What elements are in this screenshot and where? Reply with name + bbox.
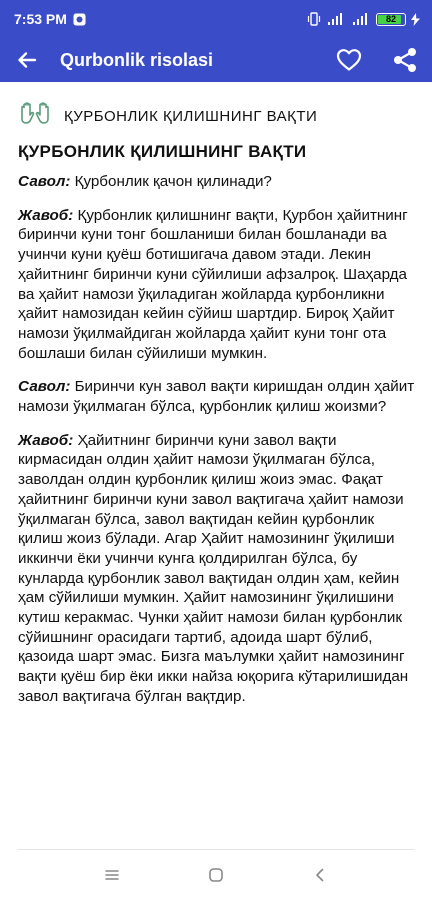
question-label: Савол:: [18, 173, 71, 190]
status-time: 7:53 PM: [14, 11, 67, 27]
app-bar: [0, 38, 432, 82]
question-label: Савол:: [18, 378, 71, 396]
answer-label: Жавоб:: [18, 206, 74, 224]
back-button[interactable]: [12, 45, 42, 75]
heart-icon: [336, 48, 362, 72]
vibrate-icon: [307, 12, 321, 26]
back-arrow-icon: [16, 49, 38, 71]
home-square-icon: [208, 867, 224, 883]
question-text: Биринчи кун завол вақти киришдан олдин ҳайит намози ўқилмаган бўлса, қурбонлик қилиш жоизми?: [18, 378, 415, 416]
question-text: Қурбонлик қачон қилинади?: [70, 173, 272, 190]
share-icon: [392, 47, 418, 73]
answer-text: Ҳайитнинг биринчи куни завол вақти кирмасидан олдин ҳайит намози ўқилмаган бўлса, заволдан олдин қурбонлик қилиш жоиз эмас. Фақат ҳайитнинг биринчи куни завол вақтигача ҳайит намози ўқилмаган бўлса, завол вақтидан кейин қурбонлик қилиш жоиз бўлади. Агар Ҳайит намозининг ўқилиши иккинчи ёки учинчи кунга қолдирилган бўлса, бу кунларда қурбонлик завол вақтидан олдин ҳам, кейин ҳам сўйилиши мумкин. Ҳайит намозининг ўқилишини кутиш керакмас. Чунки ҳайит намози билан қурбонлик сўйишнинг орасидаги тартиб, адоида шарт бўлиб, қазоида шарт эмас. Бизга маълумки ҳайит намозининг вақти қуёш бир ёки икки найза юқорига кўтарилишидан завол вақтигача бўлган вақтдир.: [18, 431, 409, 705]
signal-icon-1: [326, 12, 346, 26]
app-title: Qurbonlik risolasi: [60, 49, 214, 70]
signal-icon-2: [351, 12, 371, 26]
article-title: ҚУРБОНЛИК ҚИЛИШНИНГ ВАҚТИ: [18, 142, 307, 161]
answer-text: Қурбонлик қилишнинг вақти, Қурбон ҳайитнинг биринчи куни тонг бошланиши билан бошланади ва учинчи куни қуёш ботишигача давом этади. Лекин ҳайитнинг биринчи куни сўйилиши афзалроқ. Шаҳарда ва ҳайит намози ўқиладиган жойларда қурбонликни ҳайит намозидан кейин сўйиш шартдир. Бироқ Ҳайит намози ўқилмайдиган жойларда ҳайит куни тонг ота бошлаши билан сўйилиши мумкин.: [18, 206, 408, 362]
recents-button[interactable]: [97, 860, 127, 890]
answer-paragraph: [18, 206, 416, 364]
charging-icon: [411, 13, 420, 26]
system-nav-bar: [0, 850, 432, 900]
battery-icon: [376, 13, 406, 26]
share-button[interactable]: [390, 45, 420, 75]
praying-hands-icon: [18, 99, 52, 133]
answer-label: Жавоб:: [18, 431, 74, 449]
menu-icon: [104, 868, 120, 882]
section-header: [18, 96, 416, 136]
answer-paragraph: [18, 431, 416, 707]
battery-level: 82: [385, 14, 396, 24]
section-title: ҚУРБОНЛИК ҚИЛИШНИНГ ВАҚТИ: [64, 107, 318, 125]
back-nav-button[interactable]: [305, 860, 335, 890]
question-paragraph: [18, 377, 416, 416]
notification-icon: [73, 13, 86, 26]
question-paragraph: [18, 172, 416, 192]
chevron-left-icon: [314, 867, 326, 883]
status-bar: [0, 0, 432, 38]
favorite-button[interactable]: [334, 45, 364, 75]
article-content: [0, 96, 432, 707]
home-button[interactable]: [201, 860, 231, 890]
